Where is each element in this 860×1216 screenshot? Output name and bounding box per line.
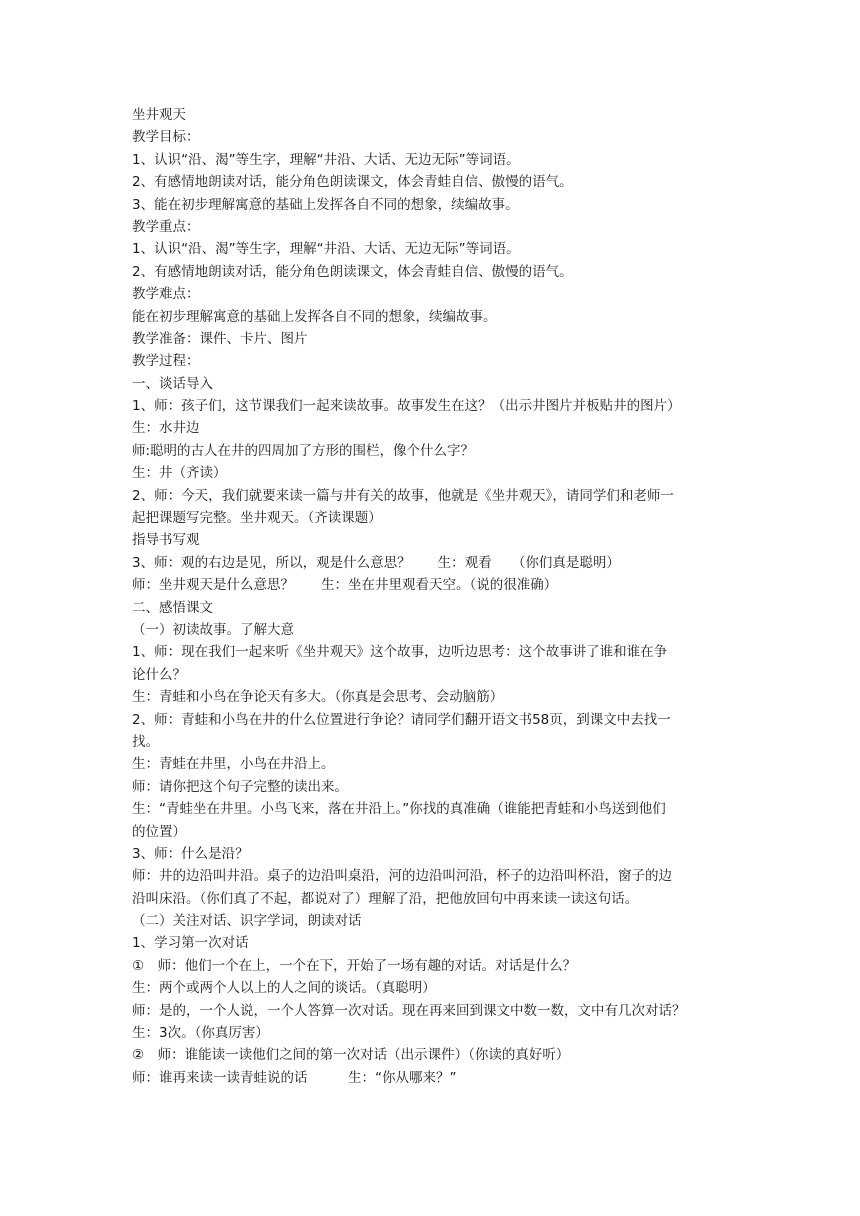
text-line: ① 师：他们一个在上，一个在下，开始了一场有趣的对话。对话是什么？ — [132, 957, 577, 974]
key-point-item: 2、有感情地朗读对话，能分角色朗读课文，体会青蛙自信、傲慢的语气。 — [132, 263, 573, 280]
objective-item: 3、能在初步理解寓意的基础上发挥各自不同的想象，续编故事。 — [132, 196, 519, 213]
text-line: 找。 — [132, 733, 159, 750]
text-line: 生：两个或两个人以上的人之间的谈话。（真聪明） — [132, 980, 436, 997]
section-heading-process: 教学过程： — [132, 353, 200, 370]
text-line: 指导书写观 — [132, 532, 200, 549]
text-line: 3、师：观的右边是见，所以，观是什么意思？ 生：观看 （你们真是聪明） — [132, 554, 620, 571]
text-line: 论什么？ — [132, 666, 186, 683]
difficulty-text: 能在初步理解寓意的基础上发挥各自不同的想象，续编故事。 — [132, 308, 497, 325]
text-line: 3、师：什么是沿？ — [132, 845, 249, 862]
text-line: 1、师：孩子们，这节课我们一起来读故事。故事发生在这？（出示井图片并板贴井的图片） — [132, 398, 681, 415]
objective-item: 2、有感情地朗读对话，能分角色朗读课文，体会青蛙自信、傲慢的语气。 — [132, 174, 573, 191]
objective-item: 1、认识“沿、渴”等生字，理解“井沿、大话、无边无际”等词语。 — [132, 151, 520, 168]
text-line: 师：坐井观天是什么意思？ 生：坐在井里观看天空。（说的很准确） — [132, 577, 558, 594]
sub-heading: （二）关注对话、识字学词，朗读对话 — [132, 913, 362, 930]
text-line: 生：井（齐读） — [132, 465, 227, 482]
text-line: 师：谁再来读一读青蛙说的话 生：“你从哪来？” — [132, 1069, 457, 1086]
section-heading-difficulties: 教学难点： — [132, 286, 200, 303]
text-line: 师:聪明的古人在井的四周加了方形的围栏，像个什么字？ — [132, 442, 475, 459]
key-point-item: 1、认识“沿、渴”等生字，理解“井沿、大话、无边无际”等词语。 — [132, 241, 520, 258]
section-heading-objectives: 教学目标： — [132, 129, 200, 146]
document-page — [132, 104, 732, 1089]
text-line: 的位置） — [132, 823, 186, 840]
text-line: ② 师：谁能读一读他们之间的第一次对话（出示课件）（你读的真好听） — [132, 1047, 570, 1064]
text-line: 生：“青蛙坐在井里。小鸟飞来，落在井沿上。”你找的真准确（谁能把青蛙和小鸟送到他们 — [132, 801, 666, 818]
part-heading: 一、谈话导入 — [132, 375, 213, 392]
sub-heading: （一）初读故事。了解大意 — [132, 621, 294, 638]
text-line: 1、学习第一次对话 — [132, 935, 249, 952]
text-line: 师：井的边沿叫井沿。桌子的边沿叫桌沿，河的边沿叫河沿，杯子的边沿叫杯沿，窗子的边 — [132, 868, 672, 885]
text-line: 生：青蛙在井里，小鸟在井沿上。 — [132, 756, 335, 773]
text-line: 2、师：青蛙和小鸟在井的什么位置进行争论？请同学们翻开语文书58页，到课文中去找一 — [132, 711, 671, 728]
lesson-title: 坐井观天 — [132, 107, 186, 123]
text-line: 生：青蛙和小鸟在争论天有多大。（你真是会思考、会动脑筋） — [132, 689, 504, 706]
text-line: 师：是的，一个人说，一个人答算一次对话。现在再来回到课文中数一数，文中有几次对话？ — [132, 1002, 686, 1019]
text-line: 生：3次。（你真厉害） — [132, 1025, 269, 1042]
text-line: 师：请你把这个句子完整的读出来。 — [132, 778, 348, 795]
text-line: 2、师：今天，我们就要来读一篇与井有关的故事，他就是《坐井观天》，请同学们和老师一 — [132, 487, 674, 504]
text-line: 起把课题写完整。坐井观天。（齐读课题） — [132, 510, 382, 527]
preparation-text: 教学准备：课件、卡片、图片 — [132, 330, 308, 347]
section-heading-key-points: 教学重点： — [132, 218, 200, 235]
text-line: 沿叫床沿。（你们真了不起，都说对了）理解了沿，把他放回句中再来读一读这句话。 — [132, 890, 639, 907]
part-heading: 二、感悟课文 — [132, 599, 213, 616]
text-line: 1、师：现在我们一起来听《坐井观天》这个故事，边听边思考：这个故事讲了谁和谁在争 — [132, 644, 668, 661]
text-line: 生：水井边 — [132, 420, 200, 437]
